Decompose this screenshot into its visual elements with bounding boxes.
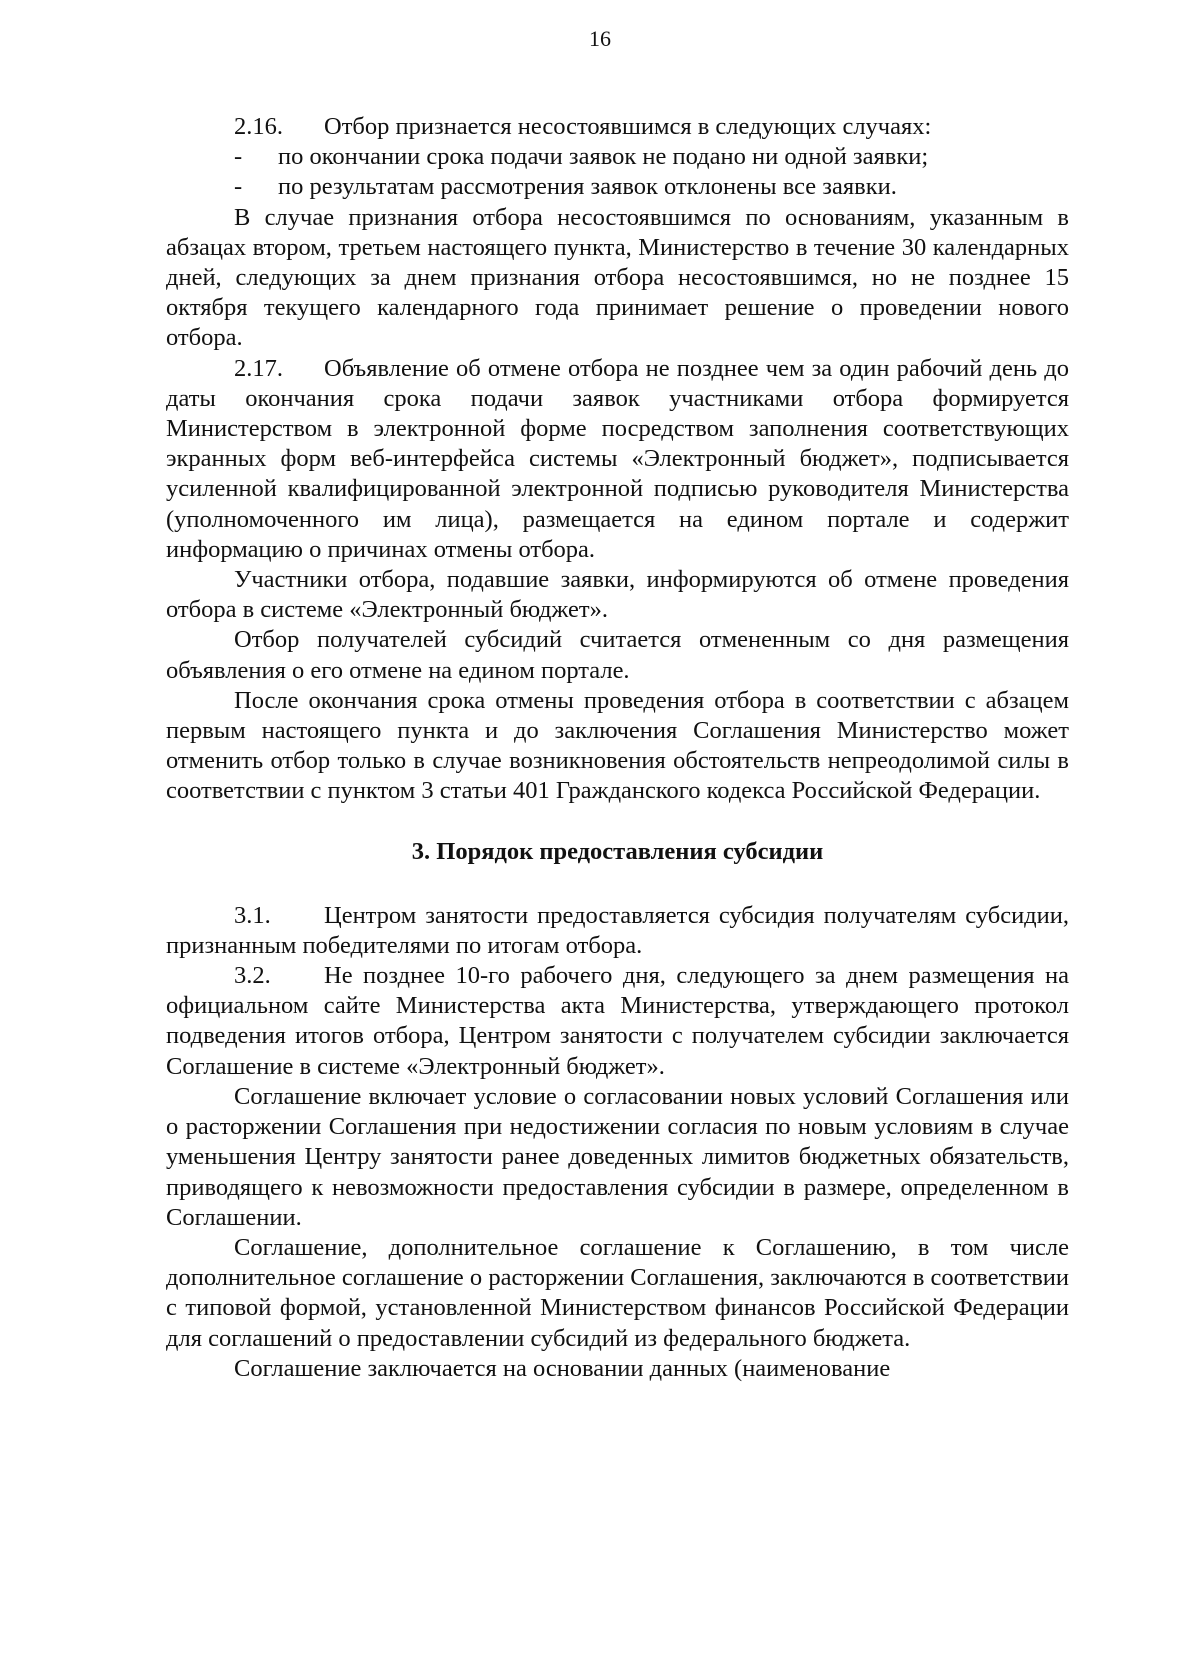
paragraph-2-17-d: После окончания срока отмены проведения отбора в соответствии с абзацем первым настоящего пункта и до заключения Соглашения Министерство может отменить отбор только в случае возникновения обстоятельств непреодолимой силы в соответствии с пунктом 3 статьи 401 Гражданского кодекса Российской Федерации.	[166, 686, 1069, 805]
paragraph-2-17-c: Отбор получателей субсидий считается отмененным со дня размещения объявления о его отмене на едином портале.	[166, 626, 1069, 684]
document-body	[166, 112, 1069, 1384]
paragraph-text: Отбор признается несостоявшимся в следующих случаях:	[324, 113, 932, 140]
paragraph-3-2-b: Соглашение включает условие о согласовании новых условий Соглашения или о расторжении Соглашения при недостижении согласия по новым условиям в случае уменьшения Центру занятости ранее доведенных лимитов бюджетных обязательств, приводящего к невозможности предоставления субсидии в размере, определенном в Соглашении.	[166, 1082, 1069, 1231]
item-number-3-1: 3.1.	[234, 901, 271, 929]
paragraph-2-16	[166, 112, 1069, 142]
page-number: 16	[589, 26, 611, 51]
item-number-2-17: 2.17.	[234, 354, 283, 382]
item-number-3-2: 3.2.	[234, 962, 271, 990]
paragraph-3-2-d: Соглашение заключается на основании данных (наименование	[234, 1354, 891, 1382]
paragraph-2-16-b: В случае признания отбора несостоявшимся по основаниям, указанным в абзацах втором, третьем настоящего пункта, Министерство в течение 30 календарных дней, следующих за днем признания отбора несостоявшимся, но не позднее 15 октября текущего календарного года принимает решение о проведении нового отбора.	[166, 203, 1069, 352]
paragraph-2-17-b: Участники отбора, подавшие заявки, информируются об отмене проведения отбора в системе «Электронный бюджет».	[166, 566, 1069, 624]
list-item-text: по результатам рассмотрения заявок отклонены все заявки.	[278, 173, 897, 201]
paragraph-2-17	[166, 354, 1069, 565]
paragraph-3-1	[166, 901, 1069, 961]
list-item-dash-1	[166, 142, 1069, 172]
paragraph-3-2-c: Соглашение, дополнительное соглашение к Соглашению, в том числе дополнительное соглашение о расторжении Соглашения, заключаются в соответствии с типовой формой, установленной Министерством финансов Российской Федерации для соглашений о предоставлении субсидий из федерального бюджета.	[166, 1233, 1069, 1352]
list-item-text: по окончании срока подачи заявок не подано ни одной заявки;	[278, 143, 929, 171]
list-item-dash-2	[166, 172, 1069, 202]
paragraph-text: Не позднее 10-го рабочего дня, следующего за днем размещения на официальном сайте Министерства акта Министерства, утверждающего протокол подведения итогов отбора, Центром занятости с получателем субсидии заключается Соглашение в системе «Электронный бюджет».	[166, 962, 1069, 1080]
paragraph-3-2	[166, 961, 1069, 1082]
section-heading: 3. Порядок предоставления субсидии	[411, 837, 824, 865]
paragraph-text: Центром занятости предоставляется субсидия получателям субсидии, признанным победителями по итогам отбора.	[166, 901, 1069, 959]
paragraph-text: Объявление об отмене отбора не позднее чем за один рабочий день до даты окончания срока подачи заявок участниками отбора формируется Министерством в электронной форме посредством заполнения соответствующих экранных форм веб-интерфейса системы «Электронный бюджет», подписывается усиленной квалифицированной электронной подписью руководителя Министерства (уполномоченного им лица), размещается на едином портале и содержит информацию о причинах отмены отбора.	[166, 354, 1069, 563]
dash-marker: -	[234, 143, 243, 171]
dash-marker: -	[234, 173, 243, 201]
item-number-2-16: 2.16.	[234, 113, 283, 140]
